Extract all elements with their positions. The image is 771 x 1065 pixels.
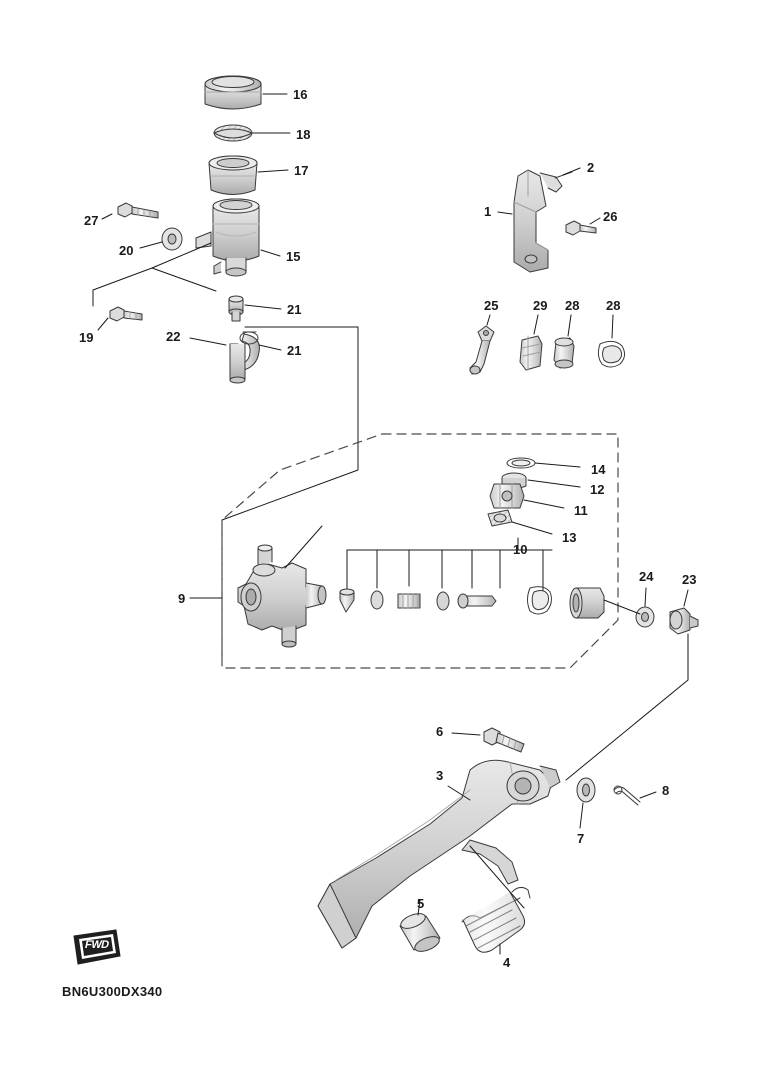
part-21-union-bolt xyxy=(229,296,243,321)
callout-26: 26 xyxy=(603,209,618,224)
part-16-reservoir-cap xyxy=(205,76,261,109)
callout-5: 5 xyxy=(417,896,425,911)
callout-28-b: 28 xyxy=(606,298,621,313)
part-15-reservoir-tank xyxy=(196,199,259,276)
part-20-washer xyxy=(162,228,182,250)
part-25-clamp xyxy=(470,326,494,374)
part-6-bolt xyxy=(484,728,524,752)
callout-20: 20 xyxy=(119,243,134,258)
callout-16: 16 xyxy=(293,87,308,102)
callout-29: 29 xyxy=(533,298,548,313)
callout-25: 25 xyxy=(484,298,499,313)
fwd-badge xyxy=(72,930,120,964)
callout-4: 4 xyxy=(503,955,511,970)
callout-28-a: 28 xyxy=(565,298,580,313)
callout-9: 9 xyxy=(178,591,186,606)
callout-18: 18 xyxy=(296,127,311,142)
part-28-clip-a xyxy=(554,338,574,368)
callout-22: 22 xyxy=(166,329,181,344)
part-2-lever xyxy=(540,172,572,192)
part-11-piston-body xyxy=(490,484,524,508)
callout-17: 17 xyxy=(294,163,309,178)
callout-3: 3 xyxy=(436,768,444,783)
callout-12: 12 xyxy=(590,482,605,497)
callout-21-lower: 21 xyxy=(287,343,302,358)
part-7-washer xyxy=(577,778,595,802)
callout-8: 8 xyxy=(662,783,670,798)
part-13-washer xyxy=(488,510,512,526)
callout-15: 15 xyxy=(286,249,301,264)
callout-13: 13 xyxy=(562,530,577,545)
part-number-code: BN6U300DX340 xyxy=(62,984,163,999)
part-19-bolt xyxy=(110,307,142,321)
part-8-cotter-pin xyxy=(614,786,640,805)
callout-1: 1 xyxy=(484,204,492,219)
callout-23: 23 xyxy=(682,572,697,587)
part-4-return-spring xyxy=(462,887,530,952)
part-28-clip-b xyxy=(598,341,624,367)
part-14-circlip xyxy=(507,458,535,468)
part-9-master-cylinder xyxy=(238,545,326,647)
callout-14: 14 xyxy=(591,462,606,477)
part-29-clip xyxy=(520,336,542,370)
callout-24: 24 xyxy=(639,569,654,584)
part-18-diaphragm xyxy=(214,125,252,141)
callout-7: 7 xyxy=(577,831,585,846)
part-1-bracket xyxy=(514,170,548,272)
callout-21-upper: 21 xyxy=(287,302,302,317)
part-27-bolt xyxy=(118,203,158,218)
callout-2: 2 xyxy=(587,160,595,175)
part-23-pin xyxy=(670,608,698,634)
part-17-reservoir-holder xyxy=(209,156,257,195)
fwd-badge-label: FWD xyxy=(83,939,110,951)
callout-10: 10 xyxy=(513,542,528,557)
callout-27: 27 xyxy=(84,213,99,228)
callout-6: 6 xyxy=(436,724,444,739)
part-22-brake-hose xyxy=(230,334,259,383)
part-24-washer xyxy=(636,607,654,627)
part-10-kit-components xyxy=(340,587,604,618)
callout-19: 19 xyxy=(79,330,94,345)
callout-11: 11 xyxy=(574,503,588,518)
part-5-bushing xyxy=(399,911,442,955)
